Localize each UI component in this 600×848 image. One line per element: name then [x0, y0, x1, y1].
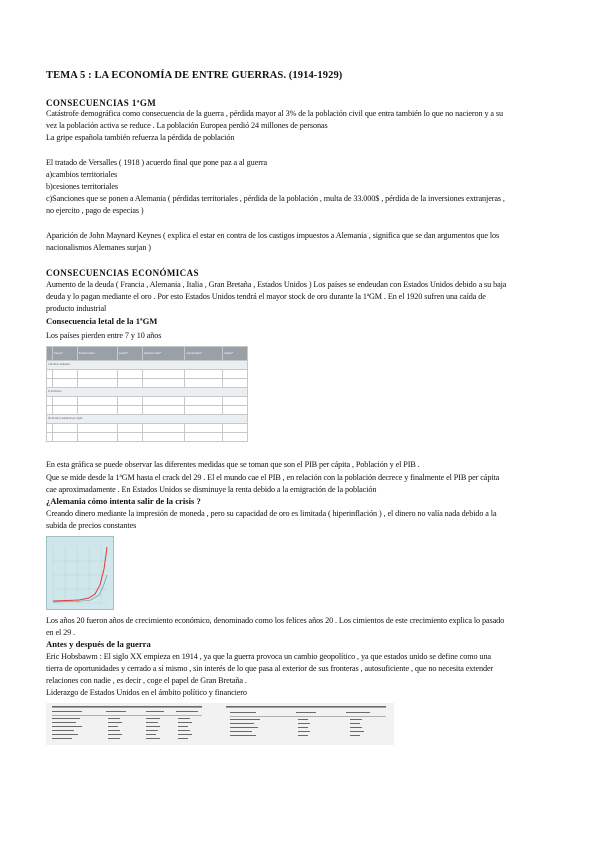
table-header-cell: América Latina*: [142, 347, 185, 361]
paragraph-line: Liderazgo de Estados Unidos en el ámbito político y financiero: [46, 688, 247, 697]
statistics-table-image: [46, 346, 248, 442]
table-row: [47, 432, 248, 441]
document-title: TEMA 5 : LA ECONOMÍA DE ENTRE GUERRAS. (1914-1929): [46, 70, 343, 81]
table-section-label: II. Población: [47, 387, 248, 396]
versalles-line: c)Sanciones que se ponen a Alemania ( pérdidas territoriales , pérdida de la población , multa de 33.000$ , pérdida de la inversiones extranjeras ,: [46, 194, 505, 203]
hyperinflation-graph-image: [46, 536, 114, 610]
table-header-cell: Mundo*: [223, 347, 248, 361]
paragraph-line: tierra de oportunidades y cerrado a sí mismo , sin interés de lo que pasa al exterior de sus fronteras , autosuficiente , que no necesita extender: [46, 664, 494, 673]
hyperinflation-curve-svg: [47, 537, 113, 609]
table-row: [47, 378, 248, 387]
table-section-label: III. Producto industrial per cápita: [47, 414, 248, 423]
table-section-label: I. Producto industrial: [47, 360, 248, 369]
paragraph-line: Los países pierden entre 7 y 10 años: [46, 331, 162, 340]
scanned-tables-texture: [46, 703, 394, 745]
chart-explanation-line: cae aproximadamente . En Estados Unidos se disminuye la renta debido a la emigración de la población: [46, 485, 377, 494]
versalles-line: b)cesiones territoriales: [46, 182, 118, 191]
table-row: [47, 405, 248, 414]
heading-consecuencia-letal: Consecuencia letal de la 1ªGM: [46, 316, 158, 326]
paragraph-line: producto industrial: [46, 304, 107, 313]
paragraph-line: La gripe española también refuerza la pérdida de población: [46, 133, 235, 142]
paragraph-line: Los años 20 fueron años de crecimiento económico, denominado como los felices años 20 . Los cimientos de este crecimiento explica lo pasado: [46, 616, 505, 625]
paragraph-line: Catástrofe demográfica como consecuencia de la guerra , pérdida mayor al 3% de la población civil que entra también lo que no nacieron y a su: [46, 109, 503, 118]
paragraph-line: Aumento de la deuda ( Francia , Alemania , Italia , Gran Bretaña , Estados Unidos ) Los países se endeudan con Estados Unidos debido a su baja: [46, 280, 507, 289]
chart-explanation-line: En esta gráfica se puede observar las diferentes medidas que se toman que son el PIB per cápita , Población y el PIB .: [46, 460, 420, 469]
table-row: [47, 396, 248, 405]
heading-antes-despues: Antes y después de la guerra: [46, 639, 151, 649]
scanned-tables-image: [46, 703, 394, 745]
keynes-line: Aparición de John Maynard Keynes ( explica el estar en contra de los castigos impuestos a Alemania , significa que se dan argumentos que los: [46, 231, 500, 240]
paragraph-line: deuda y lo pagan mediante el oro . Por esto Estados Unidos tendrá el mayor stock de oro durante la 1ªGM . En el 1920 sufren una caída de: [46, 292, 486, 301]
heading-alemania: ¿Alemania cómo intenta salir de la crisis ?: [46, 496, 201, 506]
versalles-line: a)cambios territoriales: [46, 170, 118, 179]
paragraph-line: Creando dinero mediante la impresión de moneda , pero su capacidad de oro es limitada ( hiperinflación ) , el dinero no valía nada debido a la: [46, 509, 497, 518]
keynes-line: nacionalismos Alemanes surjan ): [46, 243, 151, 252]
paragraph-line: en el 29 .: [46, 628, 76, 637]
table-row: [47, 369, 248, 378]
heading-consecuencias-economicas: CONSECUENCIAS ECONÓMICAS: [46, 268, 199, 278]
table-header-cell: Estados Unidos: [77, 347, 117, 361]
chart-explanation-line: Que se mide desde la 1ªGM hasta el crack del 29 . El el mundo cae el PIB , en relación con la población decrece y finalmente el PIB per cápita: [46, 473, 500, 482]
paragraph-line: relaciones con nadie , es decir , coge el papel de Gran Bretaña .: [46, 676, 247, 685]
table-header-cell: Europa*: [53, 347, 78, 361]
paragraph-line: vez la población activa se reduce . La población Europea perdió 24 millones de personas: [46, 121, 328, 130]
versalles-line: no ejercito , pago de especias ): [46, 206, 144, 215]
paragraph-line: subida de precios constantes: [46, 521, 137, 530]
table-header-cell: Canadá*: [117, 347, 142, 361]
paragraph-line: Eric Hobsbawm : El siglo XX empieza en 1914 , ya que la guerra provoca un cambio geopolítico , ya que estados unido se define como una: [46, 652, 491, 661]
versalles-line: El tratado de Versalles ( 1918 ) acuerdo final que pone paz a al guerra: [46, 158, 267, 167]
table-header-cell: Asia/Oceanía*: [185, 347, 223, 361]
heading-consecuencias-gm: CONSECUENCIAS 1ªGM: [46, 98, 157, 108]
table-row: [47, 423, 248, 432]
